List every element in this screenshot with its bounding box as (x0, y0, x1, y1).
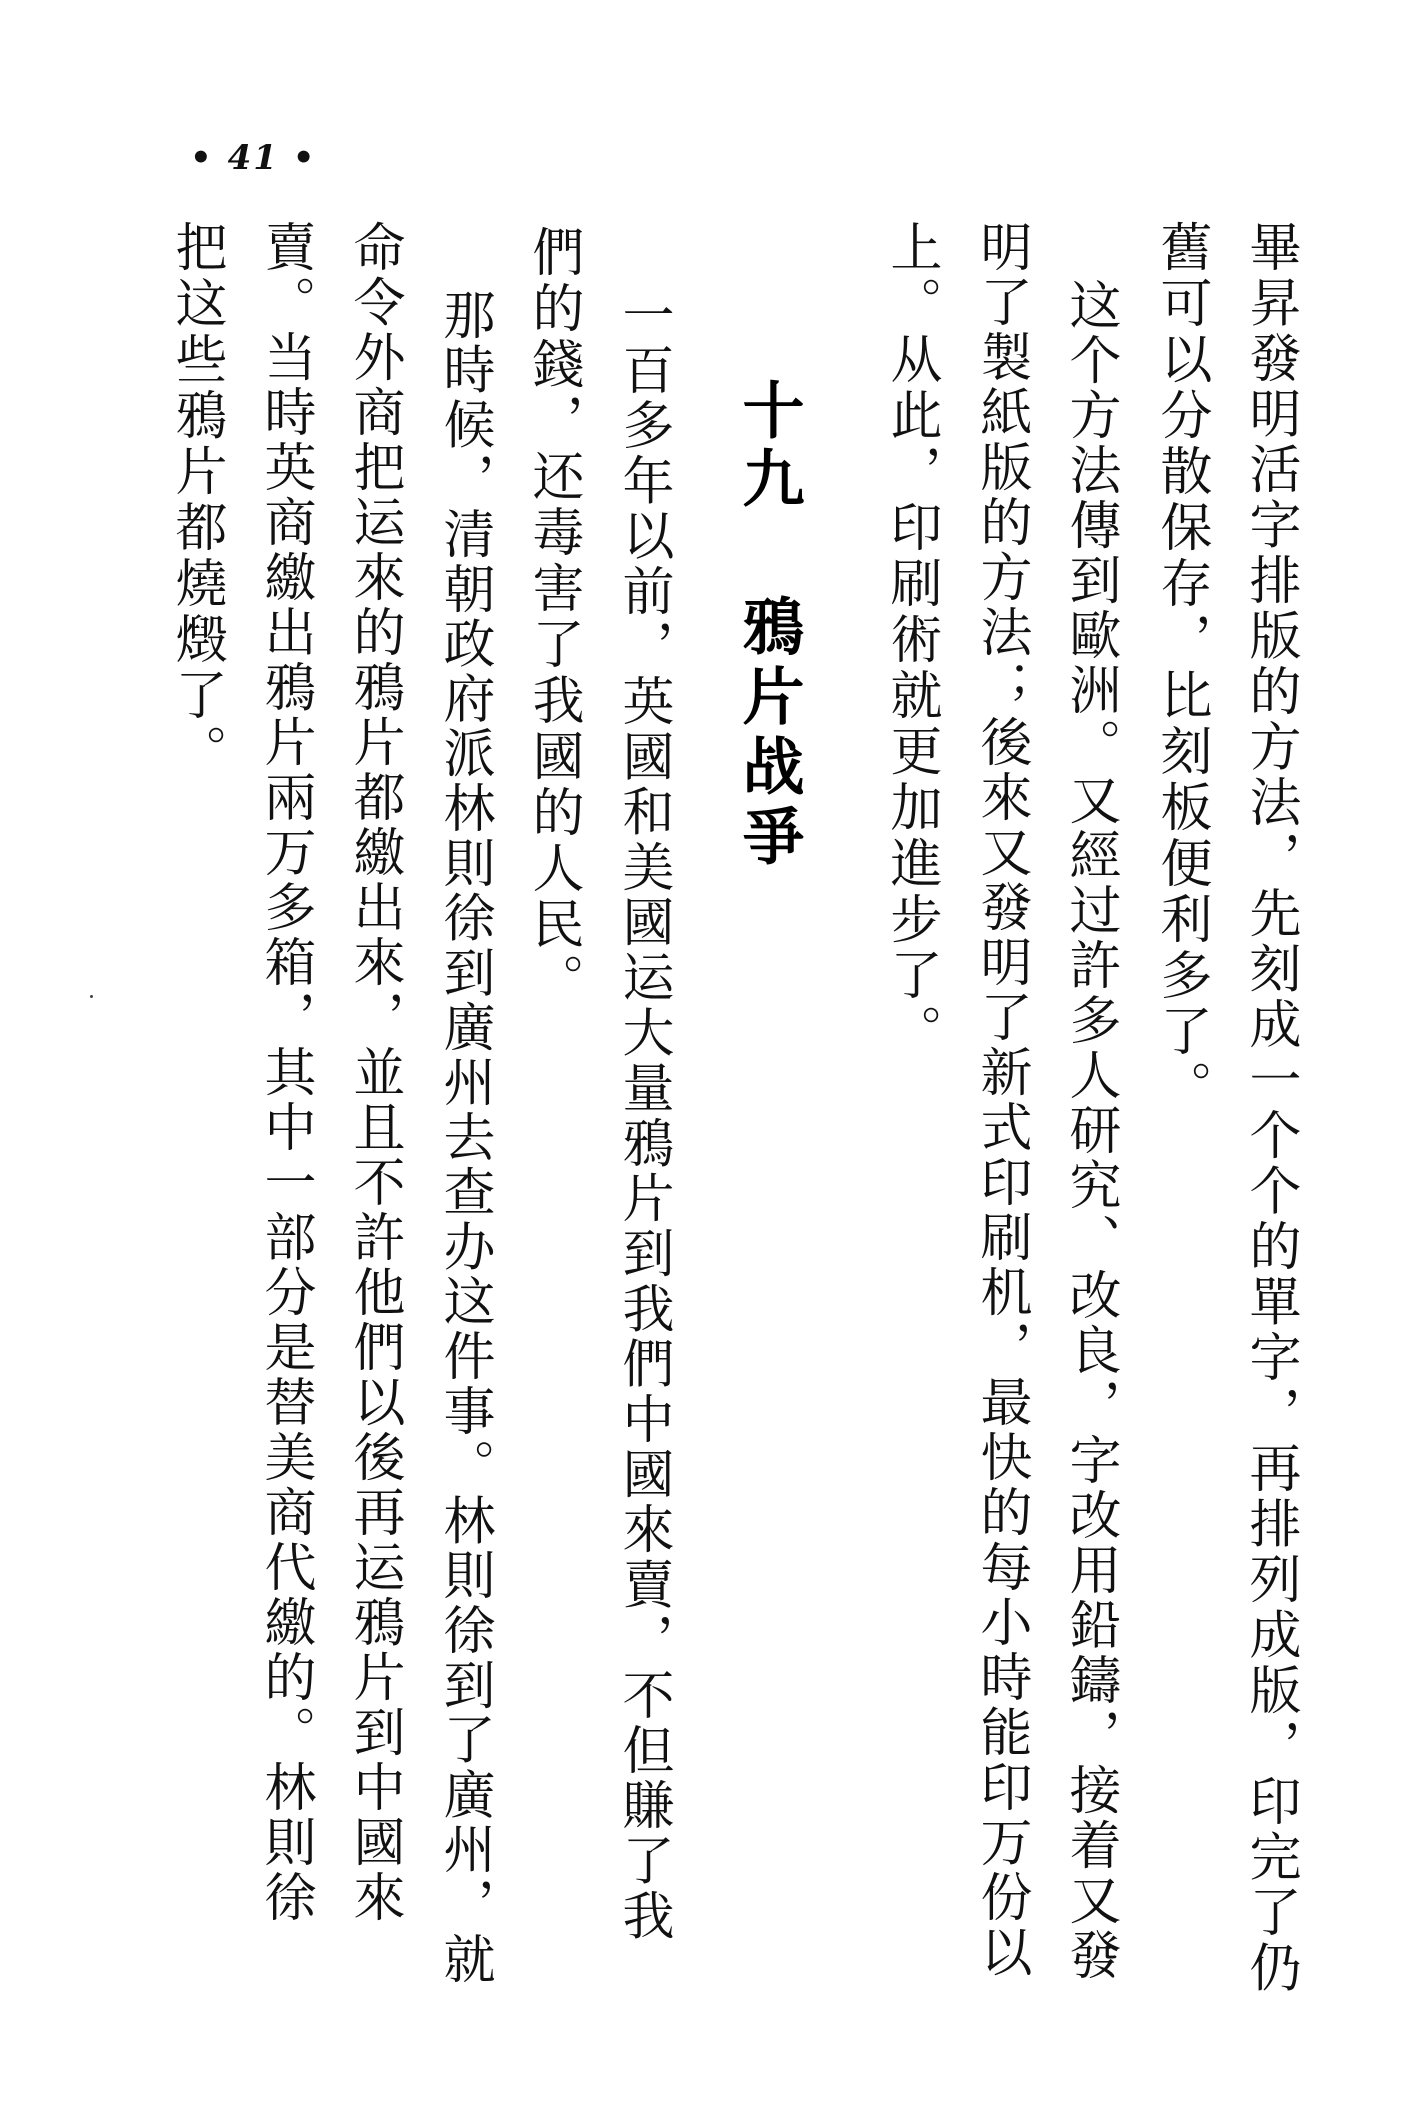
text-column-11: 把这些鴉片都燒燬了。 (166, 220, 226, 780)
chapter-number: 十九 (732, 378, 805, 514)
text-column-8: 那時候，清朝政府派林則徐到廣州去查办这件事。林則徐到了廣州，就 (434, 288, 494, 1987)
text-column-6: 一百多年以前，英國和美國运大量鴉片到我們中國來賣，不但賺了我 (613, 288, 673, 1944)
chapter-title: 鴉片战爭 (732, 594, 805, 874)
text-column-5: 上。从此，印刷術就更加進步了。 (881, 220, 941, 1060)
text-column-4: 明了製紙版的方法；後來又發明了新式印刷机，最快的每小時能印万份以 (971, 220, 1031, 1980)
text-column-9: 命令外商把运來的鴉片都繳出來，並且不許他們以後再运鴉片到中國來 (344, 220, 404, 1925)
text-column-3: 这个方法傳到歐洲。又經过許多人研究、改良，字改用鉛鑄，接着又發 (1060, 278, 1120, 1983)
chapter-heading (732, 378, 805, 874)
text-column-10: 賣。当時英商繳出鴉片兩万多箱，其中一部分是替美商代繳的。林則徐 (255, 220, 315, 1925)
print-speck (90, 995, 93, 998)
heading-gap (768, 514, 769, 594)
page-number: • 41 • (190, 138, 317, 178)
text-column-1: 畢昇發明活字排版的方法，先刻成一个个的單字，再排列成版，印完了仍 (1240, 220, 1300, 1996)
text-column-2: 舊可以分散保存，比刻板便利多了。 (1151, 220, 1211, 1116)
text-column-7: 們的錢，还毒害了我國的人民。 (523, 225, 583, 1009)
